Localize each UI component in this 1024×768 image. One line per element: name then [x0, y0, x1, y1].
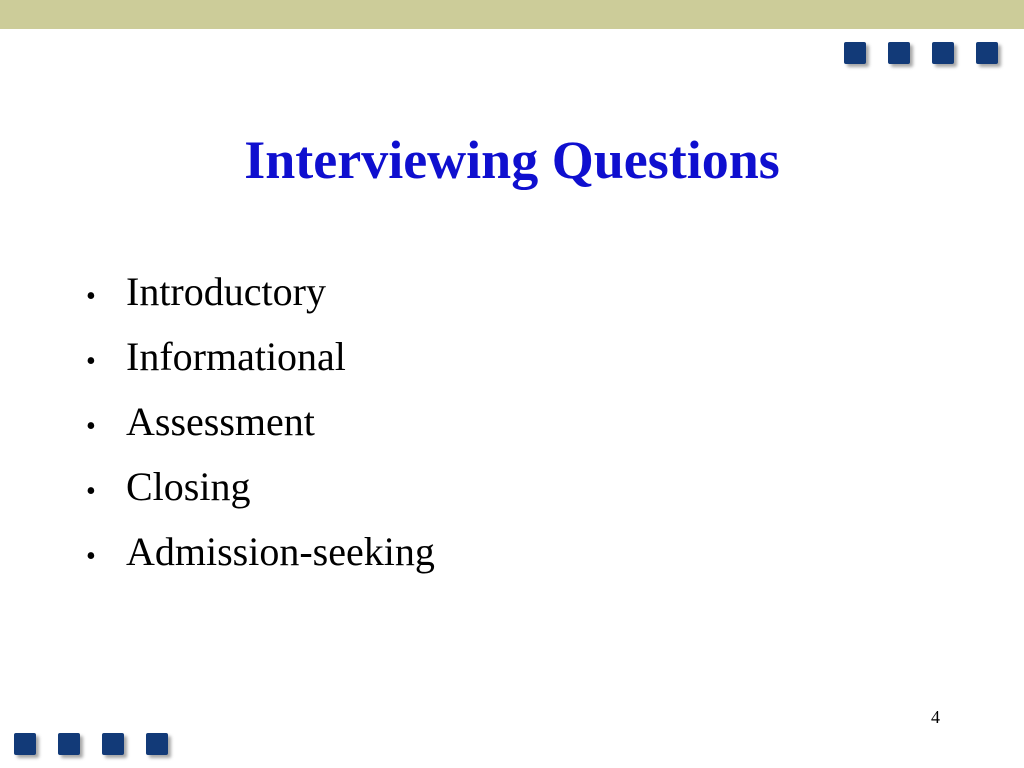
decorative-square [932, 42, 954, 64]
bullet-icon: • [86, 541, 96, 572]
bullet-text: Assessment [126, 399, 315, 444]
decorative-square [976, 42, 998, 64]
bullet-item [86, 262, 435, 327]
decorative-square [102, 733, 124, 755]
top-band [0, 0, 1024, 29]
decorative-square [888, 42, 910, 64]
decorative-square [146, 733, 168, 755]
bullet-icon: • [86, 346, 96, 377]
bullet-item [86, 457, 435, 522]
top-right-decoration [844, 42, 998, 64]
bullet-icon: • [86, 476, 96, 507]
decorative-square [844, 42, 866, 64]
bullet-item [86, 392, 435, 457]
bullet-icon: • [86, 281, 96, 312]
bullet-icon: • [86, 411, 96, 442]
decorative-square [14, 733, 36, 755]
bullet-list [86, 262, 435, 587]
page-number: 4 [931, 707, 940, 727]
bullet-text: Closing [126, 464, 251, 509]
slide-title: Interviewing Questions [244, 130, 780, 190]
bullet-text: Admission-seeking [126, 529, 435, 574]
bullet-text: Informational [126, 334, 346, 379]
bullet-item [86, 327, 435, 392]
bullet-text: Introductory [126, 269, 326, 314]
decorative-square [58, 733, 80, 755]
bottom-left-decoration [14, 733, 168, 755]
bullet-item [86, 522, 435, 587]
